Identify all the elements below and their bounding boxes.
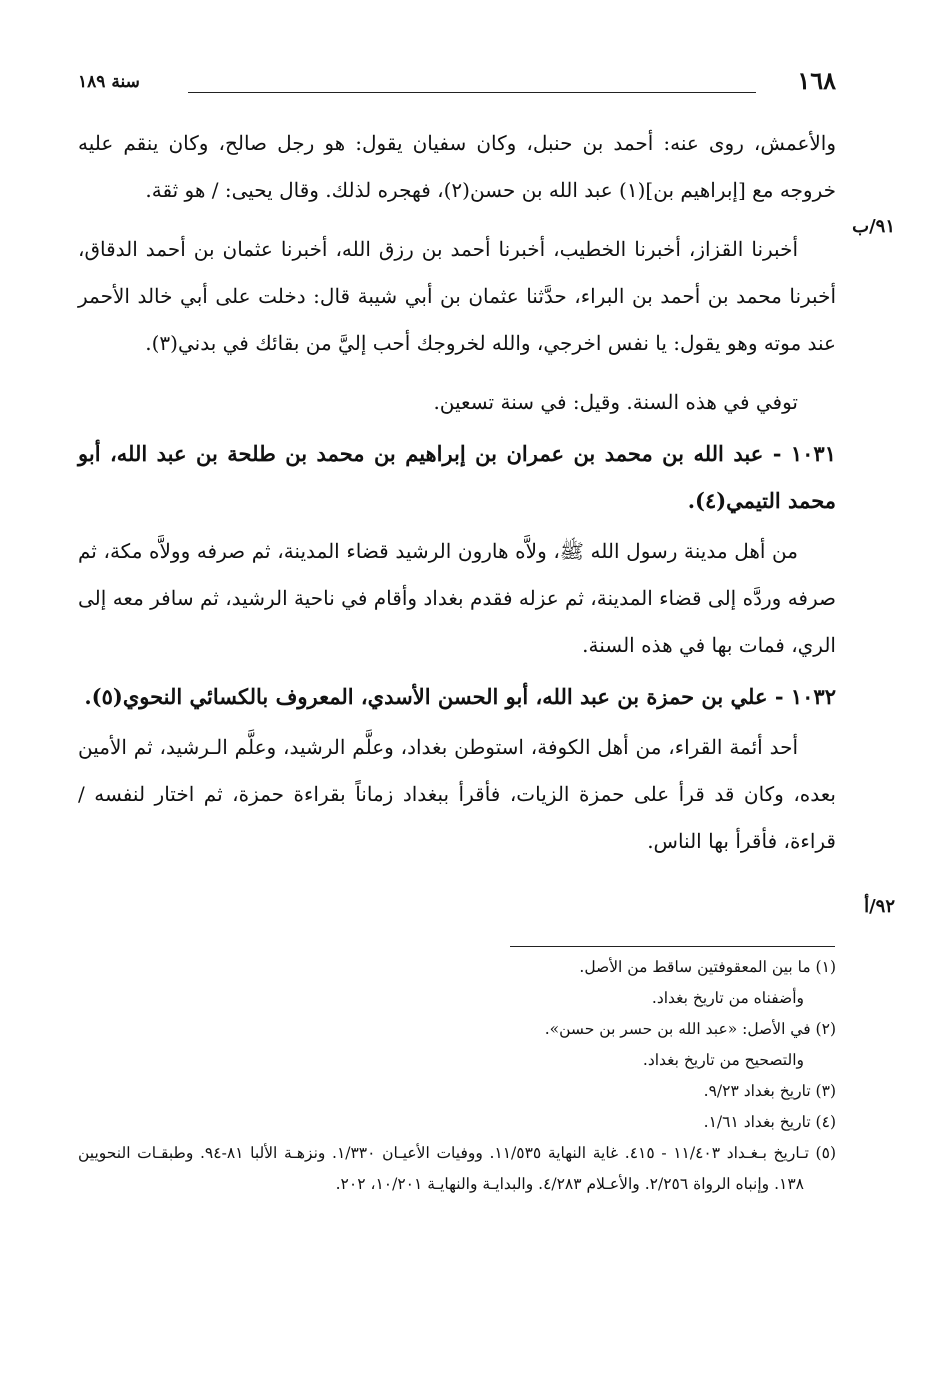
footnote-continuation: وأضفناه من تاريخ بغداد. <box>651 989 804 1007</box>
footnote-continuation: والتصحيح من تاريخ بغداد. <box>642 1051 804 1069</box>
running-title: سنة ١٨٩ <box>78 72 140 92</box>
paragraph: أحد أئمة القراء، من أهل الكوفة، استوطن بغداد، وعلَّم الرشيد، وعلَّم الـرشيد، ثم الأمين بعده، وكان قد قرأ على حمزة الزيات، فأقرأ ببغداد زماناً بقراءة حمزة، ثم اختار لنفسه / قراءة، فأقرأ بها الناس. <box>78 735 836 853</box>
margin-folio-note: ٩١/ب <box>852 216 895 237</box>
footnote: (٢) في الأصل: «عبد الله بن حسر بن حسن». <box>544 1020 836 1038</box>
footnotes-rule <box>510 946 835 947</box>
margin-folio-note: ٩٢/أ <box>864 896 895 917</box>
main-text <box>78 120 836 869</box>
footnote: (٤) تاريخ بغداد ١/٦١. <box>703 1113 836 1131</box>
biography-entry-heading: ١٠٣٢ - علي بن حمزة بن عبد الله، أبو الحسن الأسدي، المعروف بالكسائي النحوي(٥). <box>84 684 836 709</box>
footnotes <box>78 952 836 1200</box>
paragraph: من أهل مدينة رسول الله ﷺ، ولاَّه هارون الرشيد قضاء المدينة، ثم صرفه وولاَّه مكة، ثم صرفه وردَّه إلى قضاء المدينة، ثم عزله فقدم بغداد وأقام في ناحية الرشيد، ثم سافر معه إلى الري، فمات بها في هذه السنة. <box>78 539 836 657</box>
footnote: (٣) تاريخ بغداد ٩/٢٣. <box>703 1082 836 1100</box>
header-rule <box>188 92 756 93</box>
biography-entry-heading: ١٠٣١ - عبد الله بن محمد بن عمران بن إبراهيم بن محمد بن طلحة بن عبد الله، أبو محمد التيمي(٤). <box>78 441 836 513</box>
paragraph: أخبرنا القزاز، أخبرنا الخطيب، أخبرنا أحمد بن رزق الله، أخبرنا عثمان بن أحمد الدقاق، أخبرنا محمد بن أحمد بن البراء، حدَّثنا عثمان بن أبي شيبة قال: دخلت على أبي خالد الأحمر عند موته وهو يقول: يا نفس اخرجي، والله لخروجك أحب إليَّ من بقائك في بدني(٣). <box>78 237 836 355</box>
footnote: (٥) تـاريخ بـغـداد ١١/٤٠٣ - ٤١٥. غاية النهاية ١١/٥٣٥. ووفيات الأعيـان ١/٣٣٠. ونزهـة الألبا ٨١-٩٤. وطبقـات النحويين ١٣٨. وإنباه الرواة ٢/٢٥٦. والأعـلام ٤/٢٨٣. والبدايـة والنهايـة ١٠/٢٠١، ٢٠٢. <box>78 1144 836 1193</box>
page-number: ١٦٨ <box>797 66 836 95</box>
page-header <box>78 66 836 98</box>
paragraph: والأعمش، روى عنه: أحمد بن حنبل، وكان سفيان يقول: هو رجل صالح، وكان ينقم عليه خروجه مع [إبراهيم بن](١) عبد الله بن حسن(٢)، فهجره لذلك. وقال يحيى: / هو ثقة. <box>78 131 836 202</box>
footnote: (١) ما بين المعقوفتين ساقط من الأصل. <box>579 958 836 976</box>
paragraph: توفي في هذه السنة. وقيل: في سنة تسعين. <box>433 390 798 414</box>
